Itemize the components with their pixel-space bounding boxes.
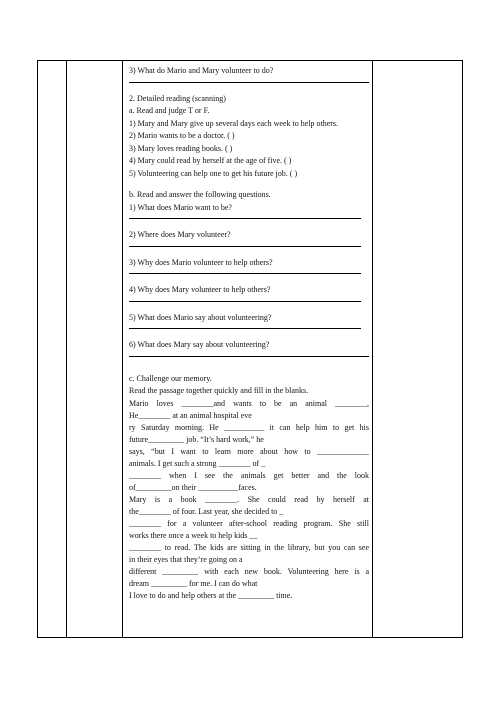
passage-line: Mario loves ________and wants to be an animal ________, — [129, 398, 369, 408]
passage-line: dream _________ for me. I can do what — [129, 578, 258, 588]
part-c-instructions: Read the passage together quickly and fill in the blanks. — [129, 386, 309, 395]
tf-item: 5) Volunteering can help one to get his future job. ( ) — [129, 168, 298, 178]
passage-line: He________ at an animal hospital eve — [129, 410, 252, 420]
passage-line: in their eyes that they’re going on a — [129, 554, 243, 564]
part-a-title: a. Read and judge T or F. — [129, 106, 210, 115]
section-heading: 2. Detailed reading (scanning) — [129, 93, 226, 103]
passage-line: I love to do and help others at the _________ time. — [129, 590, 293, 600]
tf-item: 2) Mario wants to be a doctor. ( ) — [129, 131, 235, 140]
passage-line: ________ for a volunteer after-school reading program. She still — [129, 518, 369, 528]
passage-line: of_________on their __________faces. — [129, 482, 257, 492]
lesson-table — [37, 60, 463, 638]
passage-line: says, “but I want to learn more about how to _____________ — [129, 446, 369, 456]
question: 5) What does Mario say about volunteering? — [129, 312, 272, 322]
question: 6) What does Mary say about volunteering? — [129, 340, 270, 349]
column-divider-1 — [66, 61, 67, 637]
answer-line — [129, 301, 361, 302]
answer-line — [129, 82, 369, 83]
tf-item: 1) Mary and Mary give up several days each week to help others. — [129, 118, 339, 128]
passage-line: future_________ job. “It’s hard work,” he — [129, 434, 264, 444]
question: 4) Why does Mary volunteer to help others? — [129, 285, 271, 294]
answer-line — [129, 356, 369, 357]
passage-line: works there once a week to help kids __ — [129, 530, 258, 540]
question-top: 3) What do Mario and Mary volunteer to do? — [129, 66, 274, 75]
part-b-title: b. Read and answer the following questions. — [129, 190, 271, 199]
passage-line: the________ of four. Last year, she decided to _ — [129, 506, 284, 516]
part-c-title: c. Challenge our memory. — [129, 373, 212, 383]
column-divider-2 — [122, 61, 123, 637]
passage-line: ________ when I see the animals get better and the look — [129, 470, 369, 480]
passage-line: ry Saturday morning. He __________ it can help him to get his — [129, 422, 369, 432]
tf-item: 4) Mary could read by herself at the age of five. ( ) — [129, 156, 292, 165]
passage-line: Mary is a book ________. She could read by herself at — [129, 494, 369, 504]
answer-line — [129, 218, 361, 219]
column-divider-3 — [372, 61, 373, 637]
answer-line — [129, 273, 361, 274]
passage-line: ________ to read. The kids are sitting in the library, but you can see — [129, 542, 369, 552]
passage-line: different _________ with each new book. Volunteering here is a — [129, 566, 369, 576]
worksheet-content — [129, 65, 369, 602]
question: 2) Where does Mary volunteer? — [129, 230, 231, 239]
answer-line — [129, 246, 361, 247]
passage-line: animals. I get such a strong ________ of _ — [129, 458, 266, 468]
answer-line — [129, 328, 361, 329]
question: 1) What does Mario want to be? — [129, 202, 232, 212]
question: 3) Why does Mario volunteer to help others? — [129, 257, 273, 267]
tf-item: 3) Mary loves reading books. ( ) — [129, 143, 233, 153]
